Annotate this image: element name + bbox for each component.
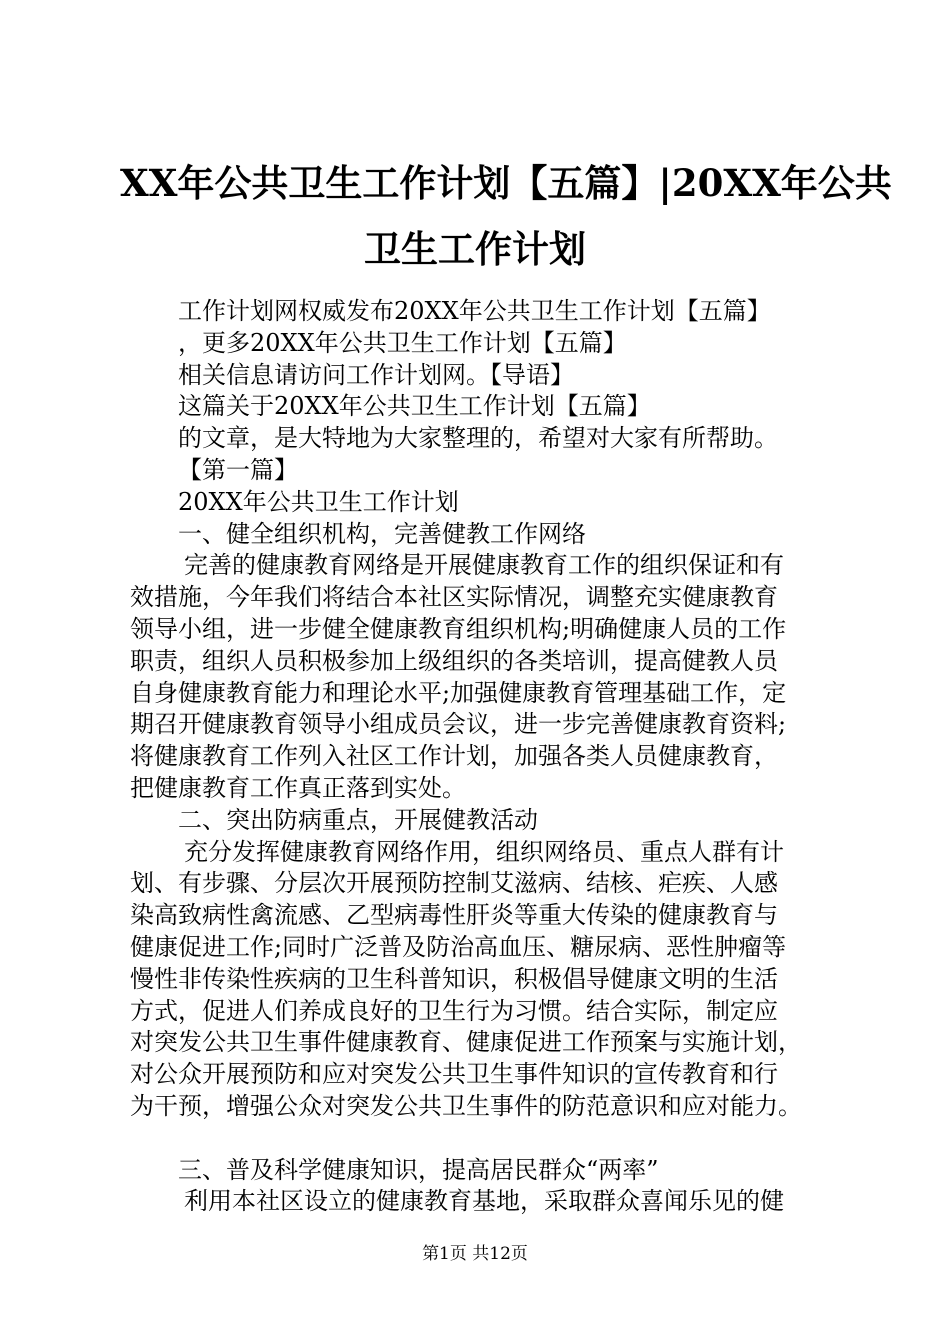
paragraph-line: 职责，组织人员积极参加上级组织的各类培训，提高健教人员 [130,646,778,675]
paragraph-line: 自身健康教育能力和理论水平;加强健康教育管理基础工作，定 [130,678,787,707]
paragraph-line: 健康促进工作;同时广泛普及防治高血压、糖尿病、恶性肿瘤等 [130,932,787,961]
part-label: 【第一篇】 [178,455,298,484]
intro-line: 的文章，是大特地为大家整理的，希望对大家有所帮助。 [178,424,778,453]
section-heading: 一、健全组织机构，完善健教工作网络 [178,519,586,548]
part-subtitle: 20XX年公共卫生工作计划 [178,487,459,516]
intro-line: 工作计划网权威发布20XX年公共卫生工作计划【五篇】 [178,297,771,325]
paragraph-line: 将健康教育工作列入社区工作计划，加强各类人员健康教育， [130,742,778,771]
intro-line: 相关信息请访问工作计划网。【导语】 [178,360,574,389]
paragraph-line: 对公众开展预防和应对突发公共卫生事件知识的宣传教育和行 [130,1060,778,1089]
title-line-1: XX年公共卫生工作计划【五篇】|20XX年公共 [120,161,892,205]
paragraph-line: 完善的健康教育网络是开展健康教育工作的组织保证和有 [184,551,784,580]
document-title [120,150,892,282]
paragraph-line: 充分发挥健康教育网络作用，组织网络员、重点人群有计 [184,837,784,866]
paragraph-line: 方式，促进人们养成良好的卫生行为习惯。结合实际，制定应 [130,996,778,1025]
page-number: 第1页 共12页 [422,1244,528,1264]
paragraph-line: 慢性非传染性疾病的卫生科普知识，积极倡导健康文明的生活 [130,964,778,993]
paragraph-line: 领导小组，进一步健全健康教育组织机构;明确健康人员的工作 [130,614,787,643]
paragraph-line: 染高致病性禽流感、乙型病毒性肝炎等重大传染的健康教育与 [130,901,778,930]
section-heading: 三、普及科学健康知识，提高居民群众“两率” [178,1155,659,1184]
paragraph-line: 把健康教育工作真正落到实处。 [130,773,466,802]
intro-line: ，更多20XX年公共卫生工作计划【五篇】 [178,328,627,357]
title-line-2: 卫生工作计划 [364,227,586,271]
paragraph-line: 期召开健康教育领导小组成员会议，进一步完善健康教育资料; [130,710,787,739]
paragraph-line: 划、有步骤、分层次开展预防控制艾滋病、结核、疟疾、人感 [130,869,778,898]
paragraph-line: 为干预，增强公众对突发公共卫生事件的防范意识和应对能力。 [130,1091,802,1120]
document-body [130,296,830,1218]
paragraph-line: 对突发公共卫生事件健康教育、健康促进工作预案与实施计划， [130,1028,802,1057]
paragraph-line: 效措施，今年我们将结合本社区实际情况，调整充实健康教育 [130,583,778,612]
section-heading: 二、突出防病重点，开展健教活动 [178,805,538,834]
intro-line: 这篇关于20XX年公共卫生工作计划【五篇】 [178,392,651,421]
blank-line [130,1123,830,1155]
paragraph-line: 利用本社区设立的健康教育基地，采取群众喜闻乐见的健 [184,1187,784,1216]
